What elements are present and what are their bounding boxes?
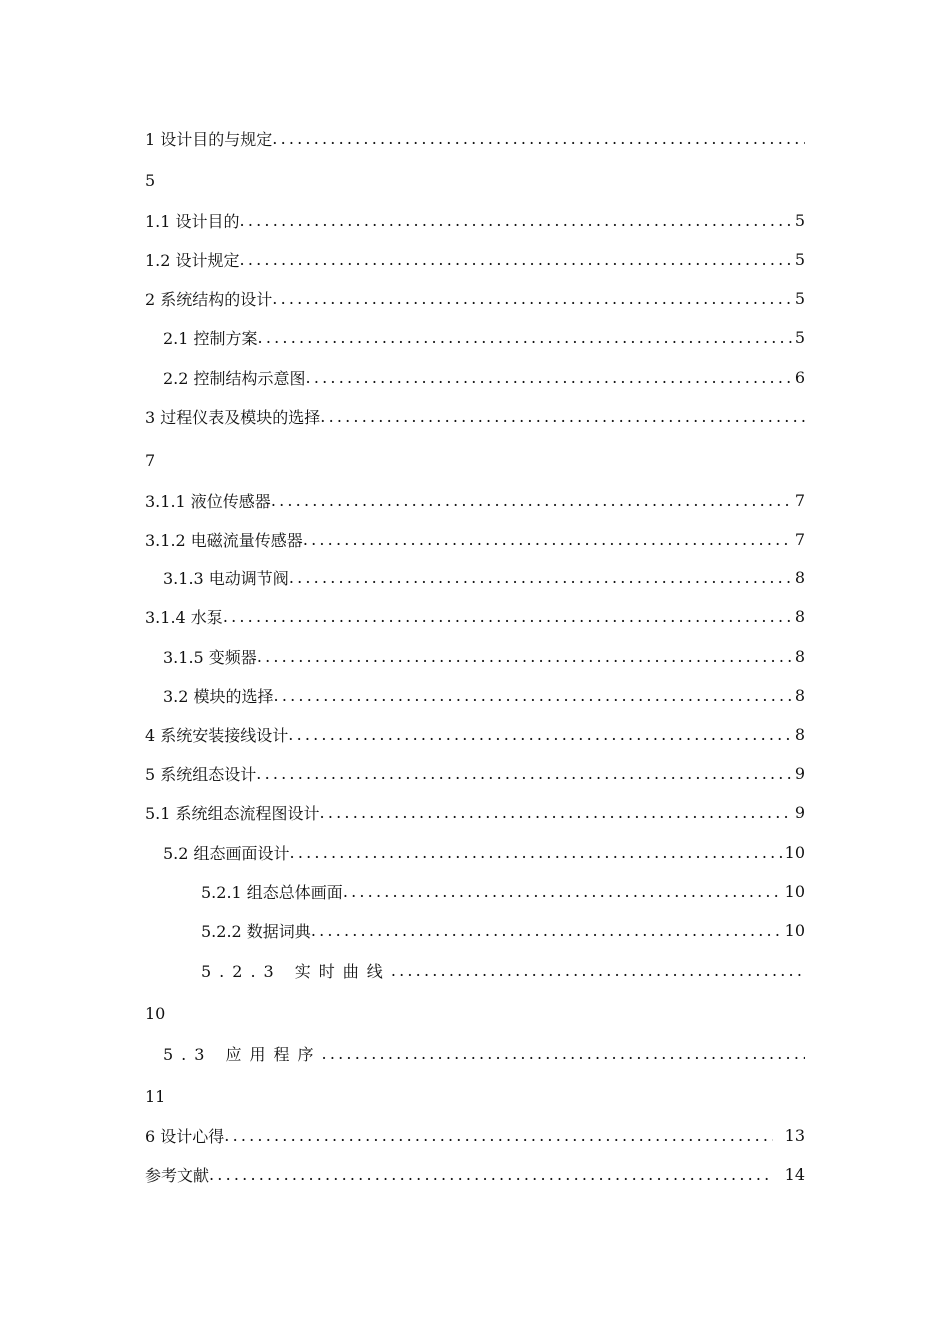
toc-entry-page: 5 bbox=[794, 288, 805, 308]
toc-entry-page: 6 bbox=[794, 367, 805, 387]
toc-entry-title: 2 系统结构的设计 bbox=[145, 289, 273, 309]
toc-entry-page: 9 bbox=[794, 763, 805, 783]
toc-entry-page: 5 bbox=[794, 327, 805, 347]
toc-entry-page: 7 bbox=[145, 450, 156, 470]
toc-entry-page: 9 bbox=[794, 802, 805, 822]
toc-leader-dots bbox=[271, 491, 793, 510]
toc-entry-page: 10 bbox=[784, 842, 805, 862]
toc-leader-dots bbox=[258, 328, 793, 347]
toc-entry-page: 7 bbox=[794, 490, 805, 510]
toc-entry[interactable] bbox=[145, 525, 805, 553]
toc-entry-title: 3.1.5 变频器 bbox=[163, 647, 257, 667]
toc-entry-title: 3.1.2 电磁流量传感器 bbox=[145, 530, 303, 550]
toc-leader-dots bbox=[223, 607, 793, 626]
toc-entry-page: 5 bbox=[794, 249, 805, 269]
toc-leader-dots bbox=[272, 289, 793, 308]
toc-entry-title: 1 设计目的与规定 bbox=[145, 129, 273, 149]
toc-entry-title: 5 系统组态设计 bbox=[145, 764, 257, 784]
toc-entry-page: 14 bbox=[784, 1164, 805, 1184]
toc-leader-dots bbox=[209, 1165, 773, 1184]
toc-entry-title: 5.1 系统组态流程图设计 bbox=[145, 803, 320, 823]
toc-entry-page: 11 bbox=[145, 1086, 166, 1106]
toc-entry-title: 5.2 组态画面设计 bbox=[163, 843, 290, 863]
toc-entry-title: 3.1.1 液位传感器 bbox=[145, 491, 271, 511]
toc-entry-title: 6 设计心得 bbox=[145, 1126, 225, 1146]
toc-entry-page: 10 bbox=[145, 1003, 166, 1023]
toc-entry[interactable] bbox=[145, 720, 805, 748]
toc-entry-title: 4 系统安装接线设计 bbox=[145, 725, 289, 745]
toc-leader-dots bbox=[311, 921, 783, 940]
toc-entry[interactable] bbox=[145, 798, 805, 826]
toc-entry[interactable] bbox=[145, 486, 805, 514]
toc-entry[interactable] bbox=[145, 284, 805, 312]
toc-leader-dots bbox=[320, 803, 793, 822]
toc-leader-dots bbox=[272, 129, 805, 148]
toc-entry-title: 3.1.3 电动调节阀 bbox=[163, 568, 289, 588]
toc-entry-title: 5.2.2 数据词典 bbox=[201, 921, 311, 941]
toc-leader-dots bbox=[322, 1044, 805, 1063]
toc-entry-title: 1.2 设计规定 bbox=[145, 250, 240, 270]
toc-entry[interactable] bbox=[145, 402, 805, 430]
toc-entry[interactable] bbox=[145, 1160, 805, 1188]
toc-entry-page: 10 bbox=[784, 881, 805, 901]
toc-entry-title: 3 过程仪表及模块的选择 bbox=[145, 407, 321, 427]
toc-entry-title: 3.2 模块的选择 bbox=[163, 686, 274, 706]
toc-leader-dots bbox=[306, 368, 793, 387]
toc-entry-title: 2.1 控制方案 bbox=[163, 328, 258, 348]
toc-entry[interactable] bbox=[145, 124, 805, 152]
toc-entry-title: 5.2.3 实时曲线 bbox=[201, 961, 391, 981]
toc-entry[interactable] bbox=[145, 363, 805, 391]
toc-entry-title: 1.1 设计目的 bbox=[145, 211, 240, 231]
toc-entry-page: 7 bbox=[794, 529, 805, 549]
toc-entry-page: 5 bbox=[794, 210, 805, 230]
toc-entry[interactable] bbox=[145, 245, 805, 273]
toc-leader-dots bbox=[224, 1126, 772, 1145]
toc-leader-dots bbox=[343, 882, 783, 901]
toc-entry-page: 8 bbox=[794, 685, 805, 705]
toc-entry-page: 10 bbox=[784, 920, 805, 940]
toc-entry[interactable] bbox=[145, 323, 805, 351]
toc-entry-title: 参考文献 bbox=[145, 1165, 210, 1185]
toc-entry-title: 2.2 控制结构示意图 bbox=[163, 368, 306, 388]
toc-entry[interactable] bbox=[145, 877, 805, 905]
toc-entry-title: 5.3 应用程序 bbox=[163, 1044, 322, 1064]
toc-entry[interactable] bbox=[145, 206, 805, 234]
toc-leader-dots bbox=[320, 407, 805, 426]
toc-entry-title: 3.1.4 水泵 bbox=[145, 607, 223, 627]
toc-entry[interactable] bbox=[145, 838, 805, 866]
toc-entry-page: 8 bbox=[794, 646, 805, 666]
toc-entry-page: 8 bbox=[794, 606, 805, 626]
toc-leader-dots bbox=[274, 686, 793, 705]
toc-entry[interactable] bbox=[145, 1121, 805, 1149]
toc-entry[interactable] bbox=[145, 916, 805, 944]
toc-entry-page: 5 bbox=[145, 170, 156, 190]
toc-entry[interactable] bbox=[145, 563, 805, 591]
toc-leader-dots bbox=[303, 530, 793, 549]
toc-entry[interactable] bbox=[145, 1039, 805, 1067]
toc-entry[interactable] bbox=[145, 602, 805, 630]
toc-leader-dots bbox=[257, 647, 793, 666]
toc-entry-page: 13 bbox=[784, 1125, 805, 1145]
toc-entry[interactable] bbox=[145, 759, 805, 787]
toc-leader-dots bbox=[256, 764, 793, 783]
toc-entry[interactable] bbox=[145, 681, 805, 709]
toc-entry-page: 8 bbox=[794, 724, 805, 744]
toc-leader-dots bbox=[290, 843, 783, 862]
toc-entry-title: 5.2.1 组态总体画面 bbox=[201, 882, 343, 902]
toc-leader-dots bbox=[240, 211, 793, 230]
toc-leader-dots bbox=[289, 568, 793, 587]
toc-leader-dots bbox=[391, 961, 805, 980]
toc-entry[interactable] bbox=[145, 956, 805, 984]
toc-entry[interactable] bbox=[145, 642, 805, 670]
toc-entry-page: 8 bbox=[794, 567, 805, 587]
toc-leader-dots bbox=[288, 725, 793, 744]
toc-leader-dots bbox=[240, 250, 793, 269]
